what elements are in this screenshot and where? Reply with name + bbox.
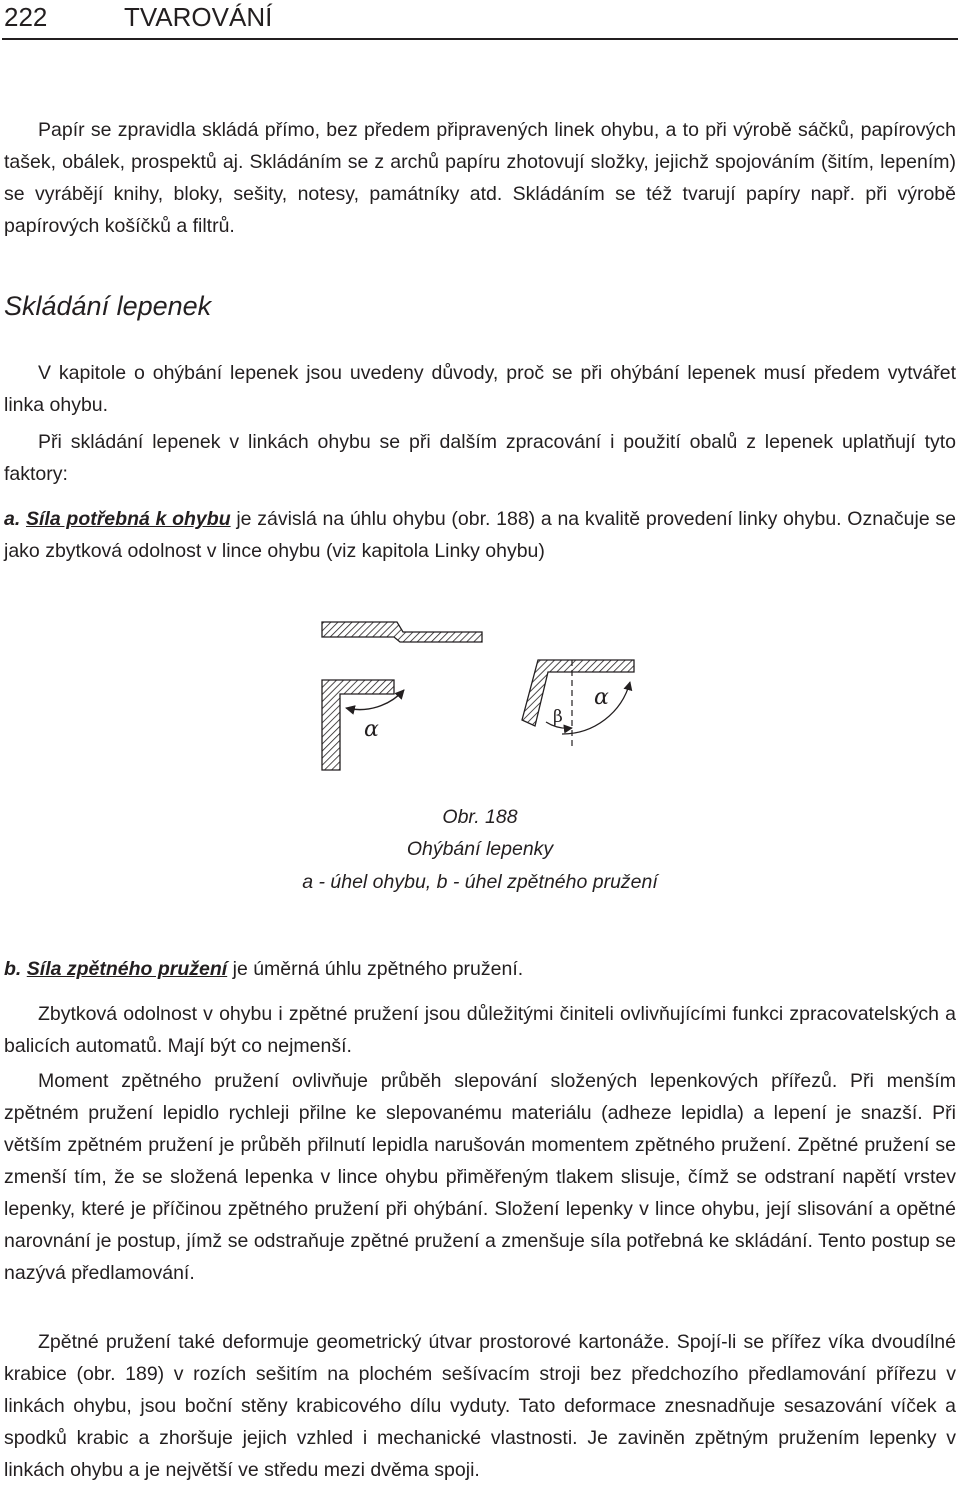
factor-b-title: Síla zpětného pružení	[26, 958, 228, 980]
alpha-label-right: α	[594, 685, 609, 710]
factor-a-paragraph	[4, 503, 956, 567]
flat-board-shape	[322, 622, 482, 642]
alpha-label-left: α	[364, 717, 379, 742]
chapter-title: TVAROVÁNÍ	[124, 2, 273, 32]
factor-b-marker: b.	[4, 958, 22, 980]
header-rule	[2, 38, 958, 40]
figure-caption-number: Obr. 188	[442, 806, 518, 828]
paragraph-4: Moment zpětného pružení ovlivňuje průběh slepování složených lepenkových přířezů. Při menším zpětném pružení lepidlo rychleji přilne ke slepovanému materiálu (adheze lepidla) a lepení je snazší. Při větším zpětném pružení je průběh přilnutí lepidla narušován momentem zpětného pružení. Zpětné pružení se zmenší tím, že se složená lepenka v lince ohybu přiměřeným tlakem slisuje, čímž se odstraní napětí vrstev lepenky, které je příčinou zpětného pružení při ohýbání. Složení lepenky v lince ohybu, její slisování a opětné narovnání je postup, jímž se odstraňuje zpětné pružení a zmenšuje síla potřebná ke skládání. Tento postup se nazývá předlamování.	[4, 1070, 956, 1284]
bent-board-left-shape	[322, 680, 404, 770]
figure-caption-title: Ohýbání lepenky	[406, 838, 554, 860]
section-heading: Skládání lepenek	[4, 291, 212, 321]
bending-diagram	[300, 610, 660, 780]
factor-b-text: je úměrná úhlu zpětného pružení.	[227, 958, 524, 980]
intro-paragraph: Papír se zpravidla skládá přímo, bez předem připravených linek ohybu, a to při výrobě sáčků, papírových tašek, obálek, prospektů aj. Skládáním se z archů papíru zhotovují složky, jejichž spojováním (šitím, lepením) se vyrábějí knihy, bloky, sešity, notesy, památníky atd. Skládáním se též tvarují papíry např. při výrobě papírových košíčků a filtrů.	[4, 119, 956, 237]
factor-b-run-in	[4, 958, 227, 980]
beta-label: β	[553, 707, 563, 727]
page-number: 222	[4, 2, 48, 32]
paragraph-2: Při skládání lepenek v linkách ohybu se při dalším zpracování i použití obalů z lepenek uplatňují tyto faktory:	[4, 431, 956, 485]
paragraph-5: Zpětné pružení také deformuje geometrický útvar prostorové kartonáže. Spojí-li se přířez víka dvoudílné krabice (obr. 189) v rozích sešitím na plochém sešívacím stroji bez předchozího předlamování přířezu v linkách ohybu, jsou boční stěny krabicového dílu vyduty. Tato deformace znesnadňuje sesazování víček a spodků krabic a zhoršuje jejich vzhled i mechanické vlastnosti. Je zaviněn zpětným pružením lepenky v linkách ohybu a je největší ve středu mezi dvěma spoji.	[4, 1331, 956, 1481]
factor-a-run-in	[4, 508, 231, 530]
factor-a-text: je závislá na úhlu ohybu (obr. 188) a na kvalitě provedení linky ohybu. Označuje se jako zbytková odolnost v lince ohybu (viz kapitola Linky ohybu)	[4, 508, 957, 562]
paragraph-1: V kapitole o ohýbání lepenek jsou uvedeny důvody, proč se při ohýbání lepenek musí předem vytvářet linka ohybu.	[4, 362, 956, 416]
page-header	[2, 0, 952, 42]
bent-board-right-shape	[522, 660, 634, 746]
figure-caption-legend: a - úhel ohybu, b - úhel zpětného pružení	[302, 871, 658, 893]
factor-b-paragraph	[4, 953, 956, 985]
factor-a-title: Síla potřebná k ohybu	[26, 508, 231, 530]
factor-a-marker: a.	[4, 508, 21, 530]
paragraph-3: Zbytková odolnost v ohybu i zpětné pružení jsou důležitými činiteli ovlivňujícími funkci zpracovatelských a balicích automatů. Mají být co nejmenší.	[4, 1003, 956, 1057]
figure-188	[300, 610, 660, 780]
